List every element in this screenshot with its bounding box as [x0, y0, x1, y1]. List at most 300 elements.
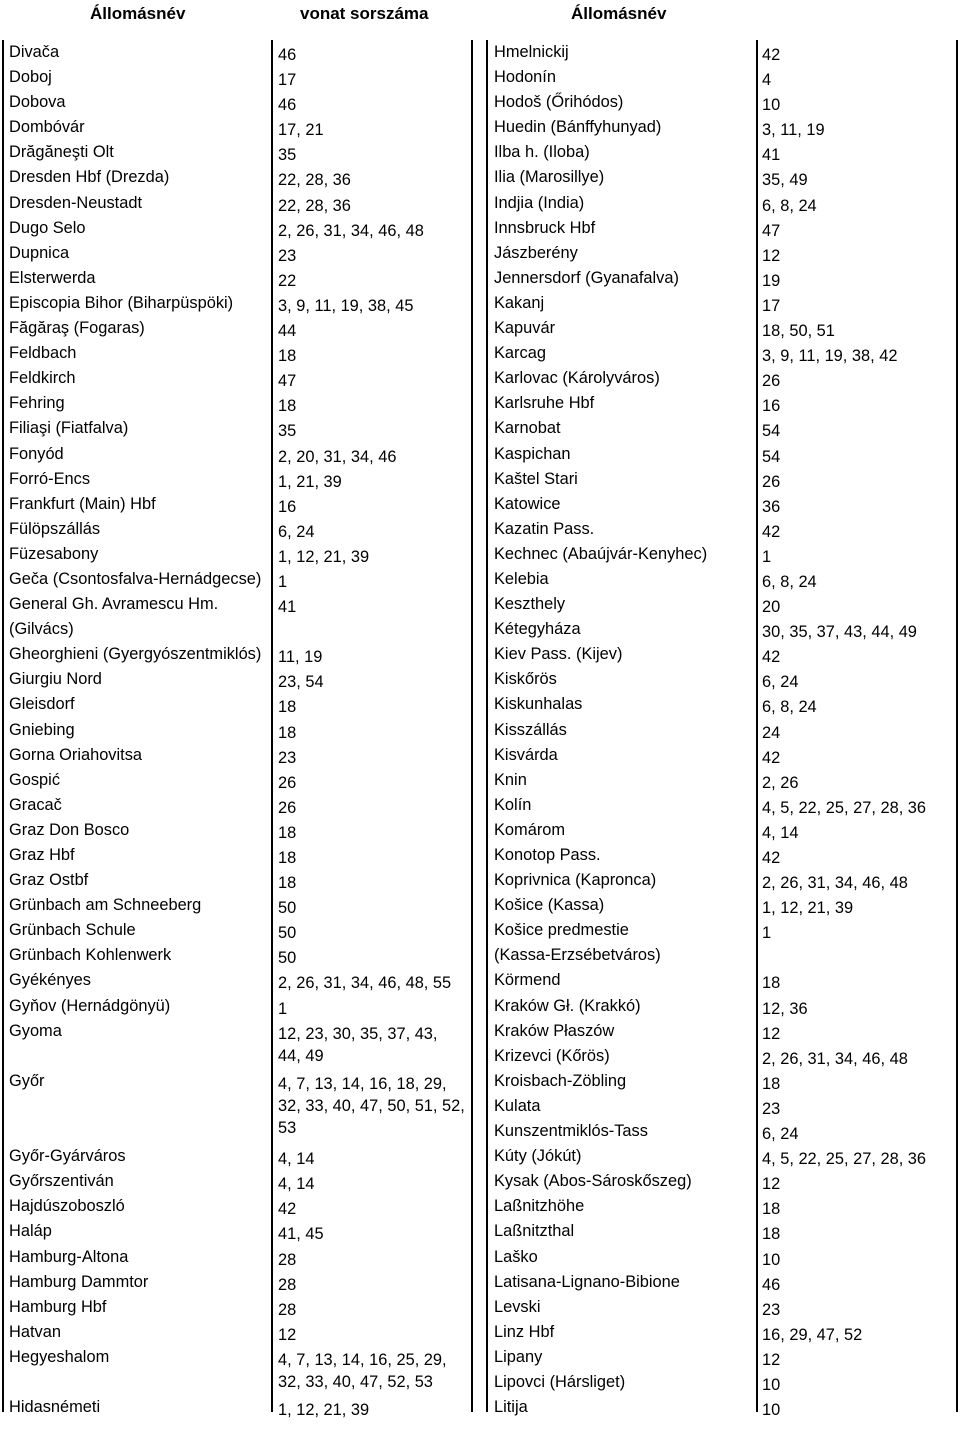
- station-row: [9, 416, 465, 441]
- station-row: [9, 968, 465, 993]
- train-numbers: 4, 5, 22, 25, 27, 28, 36: [762, 1150, 927, 1169]
- train-numbers: 41, 45: [278, 1225, 324, 1244]
- station-name: Hajdúszoboszló: [9, 1197, 125, 1216]
- train-numbers: 3, 11, 19: [762, 121, 825, 140]
- station-name: Kulata: [494, 1096, 541, 1115]
- station-name: Kroisbach-Zöbling: [494, 1071, 627, 1090]
- station-row: [9, 65, 465, 90]
- station-row: [9, 1295, 465, 1320]
- station-name: Latisana-Lignano-Bibione: [494, 1272, 680, 1291]
- station-name: Kelebia: [494, 569, 549, 588]
- station-name: Haláp: [9, 1222, 52, 1241]
- station-row: [9, 667, 465, 692]
- train-numbers: 28: [278, 1275, 297, 1294]
- station-row: [494, 442, 926, 467]
- train-numbers: 47: [762, 221, 781, 240]
- train-numbers: 18: [762, 974, 781, 993]
- train-numbers: 26: [278, 773, 297, 792]
- station-name: Graz Hbf: [9, 846, 75, 864]
- train-numbers: 36: [762, 497, 781, 516]
- train-numbers: 16, 29, 47, 52: [762, 1325, 863, 1344]
- station-row: [494, 743, 926, 768]
- station-row: [9, 40, 465, 65]
- left-station-table: [9, 40, 465, 1420]
- train-numbers: 2, 26: [762, 773, 799, 792]
- station-name: Karcag: [494, 344, 546, 363]
- train-numbers: 18: [278, 347, 297, 366]
- station-name: Lipovci (Hársliget): [494, 1372, 626, 1391]
- station-name: Karlsruhe Hbf: [494, 394, 595, 413]
- train-numbers: 18: [278, 698, 297, 717]
- station-name: Dombóvár: [9, 118, 85, 137]
- station-row: [494, 65, 926, 90]
- train-numbers: 18: [762, 1074, 781, 1093]
- train-numbers: 17: [762, 296, 781, 315]
- train-numbers: 46: [278, 96, 297, 115]
- train-numbers: 12, 23, 30, 35, 37, 43, 44, 49: [278, 1024, 438, 1065]
- station-row: [9, 743, 465, 768]
- station-name: Hodonín: [494, 68, 556, 87]
- station-row: [494, 567, 926, 592]
- station-row: [494, 1219, 926, 1244]
- train-numbers: 2, 26, 31, 34, 46, 48: [762, 1049, 908, 1068]
- station-name: Laško: [494, 1247, 538, 1266]
- train-numbers: 1, 12, 21, 39: [278, 1401, 370, 1420]
- station-row: [494, 416, 926, 441]
- train-numbers: 26: [762, 472, 781, 491]
- train-numbers: 6, 24: [278, 522, 315, 541]
- train-numbers: 6, 24: [762, 673, 799, 692]
- train-numbers: 28: [278, 1250, 297, 1269]
- train-numbers: 23: [762, 1300, 781, 1319]
- station-name: Gospić: [9, 770, 61, 789]
- station-name: Kraków Gł. (Krakkó): [494, 996, 641, 1015]
- train-numbers: 20: [762, 598, 781, 617]
- train-numbers: 54: [762, 447, 781, 466]
- train-numbers: 4, 14: [762, 823, 799, 842]
- train-numbers: 23: [762, 1099, 781, 1118]
- train-numbers: 18: [278, 849, 297, 867]
- station-name: Doboj: [9, 68, 52, 87]
- train-numbers: 26: [278, 798, 297, 817]
- station-row: [494, 1069, 926, 1094]
- station-name: Kisszállás: [494, 720, 567, 739]
- station-name: Katowice: [494, 494, 561, 513]
- station-row: [9, 216, 465, 241]
- train-numbers: 50: [278, 949, 297, 968]
- station-row: [9, 868, 465, 893]
- station-row: [494, 165, 926, 190]
- train-numbers: 24: [762, 723, 781, 742]
- station-name: Dresden Hbf (Drezda): [9, 168, 170, 187]
- column-divider: [2, 40, 4, 1412]
- station-row: [9, 1345, 465, 1395]
- station-row: [9, 442, 465, 467]
- station-name: Kraków Płaszów: [494, 1021, 615, 1040]
- station-row: [494, 191, 926, 216]
- station-row: [494, 467, 926, 492]
- station-name: Hidasnémeti: [9, 1398, 101, 1417]
- station-row: [494, 918, 926, 968]
- station-row: [494, 1370, 926, 1395]
- station-row: [9, 692, 465, 717]
- station-row: [9, 1019, 465, 1069]
- train-numbers: 10: [762, 1401, 781, 1420]
- header-station-name-left: Állomásnév: [90, 4, 186, 23]
- train-numbers: 12: [278, 1325, 297, 1344]
- station-name: Hamburg Hbf: [9, 1297, 107, 1316]
- station-name: Gracač: [9, 795, 62, 814]
- train-numbers: 11, 19: [278, 648, 323, 667]
- station-name: Dupnica: [9, 243, 70, 262]
- station-name: Hamburg Dammtor: [9, 1272, 149, 1291]
- station-row: [494, 492, 926, 517]
- station-row: [494, 316, 926, 341]
- column-divider: [471, 40, 473, 1412]
- train-numbers: 46: [762, 1275, 781, 1294]
- station-name: Frankfurt (Main) Hbf: [9, 494, 156, 513]
- train-numbers: 1: [762, 547, 772, 566]
- station-row: [9, 793, 465, 818]
- station-name: Divača: [9, 43, 60, 61]
- station-row: [9, 718, 465, 743]
- station-row: [494, 216, 926, 241]
- station-row: [494, 1295, 926, 1320]
- station-row: [494, 1144, 926, 1169]
- station-name: Graz Don Bosco: [9, 820, 130, 839]
- train-numbers: 1, 21, 39: [278, 472, 342, 491]
- station-row: [494, 1044, 926, 1069]
- train-numbers: 16: [762, 397, 781, 416]
- station-name: Hatvan: [9, 1322, 61, 1341]
- station-row: [9, 165, 465, 190]
- train-numbers: 42: [278, 1200, 297, 1219]
- station-row: [9, 1194, 465, 1219]
- station-row: [9, 1320, 465, 1345]
- train-numbers: 12, 36: [762, 999, 808, 1018]
- station-row: [494, 617, 926, 642]
- header-train-number: vonat sorszáma: [300, 4, 429, 23]
- station-row: [494, 793, 926, 818]
- station-name: Elsterwerda: [9, 268, 96, 287]
- train-numbers: 46: [278, 46, 297, 64]
- station-name: Gyékényes: [9, 971, 91, 990]
- station-name: Kakanj: [494, 293, 545, 312]
- station-row: [494, 642, 926, 667]
- station-name: Karnobat: [494, 419, 561, 438]
- train-numbers: 10: [762, 1250, 781, 1269]
- train-numbers: 1, 12, 21, 39: [762, 899, 854, 918]
- station-name: Konotop Pass.: [494, 846, 601, 864]
- station-row: [494, 366, 926, 391]
- station-row: [494, 968, 926, 993]
- train-numbers: 3, 9, 11, 19, 38, 45: [278, 296, 414, 315]
- station-row: [494, 868, 926, 893]
- train-numbers: 4, 7, 13, 14, 16, 25, 29, 32, 33, 40, 47, 52, 53: [278, 1350, 447, 1391]
- station-name: Kétegyháza: [494, 620, 581, 639]
- train-numbers: 2, 26, 31, 34, 46, 48: [278, 221, 424, 240]
- station-row: [9, 266, 465, 291]
- station-name: Episcopia Bihor (Biharpüspöki): [9, 293, 234, 312]
- station-row: [494, 40, 926, 65]
- station-row: [9, 642, 465, 667]
- station-name: Keszthely: [494, 595, 566, 614]
- train-numbers: 1: [278, 572, 288, 591]
- station-name: Ilia (Marosillye): [494, 168, 605, 187]
- station-name: Kysak (Abos-Sároskőszeg): [494, 1172, 692, 1191]
- train-numbers: 42: [762, 648, 781, 667]
- train-numbers: 6, 8, 24: [762, 572, 817, 591]
- train-numbers: 1: [278, 999, 288, 1018]
- station-name: Litija: [494, 1398, 528, 1417]
- station-name: Košice (Kassa): [494, 896, 605, 915]
- train-numbers: 22: [278, 271, 297, 290]
- station-row: [9, 843, 465, 868]
- station-row: [9, 341, 465, 366]
- train-numbers: 50: [278, 924, 297, 943]
- station-row: [494, 517, 926, 542]
- station-row: [494, 1395, 926, 1420]
- station-name: Füzesabony: [9, 544, 99, 563]
- train-numbers: 4, 7, 13, 14, 16, 18, 29, 32, 33, 40, 47, 50, 51, 52, 53: [278, 1074, 465, 1137]
- station-row: [494, 140, 926, 165]
- train-numbers: 30, 35, 37, 43, 44, 49: [762, 623, 917, 642]
- train-numbers: 1: [762, 924, 772, 943]
- station-row: [9, 366, 465, 391]
- station-name: Grünbach Schule: [9, 921, 136, 940]
- station-name: Kiskőrös: [494, 670, 557, 689]
- train-numbers: 23: [278, 748, 297, 767]
- station-name: Kúty (Jókút): [494, 1147, 582, 1166]
- station-row: [494, 542, 926, 567]
- station-row: [9, 818, 465, 843]
- right-station-table: [494, 40, 926, 1420]
- station-name: Gorna Oriahovitsa: [9, 745, 143, 764]
- train-numbers: 12: [762, 1024, 781, 1043]
- train-numbers: 18: [278, 397, 297, 416]
- station-name: Jászberény: [494, 243, 578, 262]
- station-row: [9, 918, 465, 943]
- train-numbers: 4, 14: [278, 1150, 315, 1169]
- station-row: [9, 567, 465, 592]
- station-name: Fehring: [9, 394, 65, 413]
- train-numbers: 18: [762, 1225, 781, 1244]
- station-row: [9, 241, 465, 266]
- station-name: Giurgiu Nord: [9, 670, 102, 689]
- train-numbers: 10: [762, 1375, 781, 1394]
- station-name: Indjia (India): [494, 193, 585, 212]
- station-name: Jennersdorf (Gyanafalva): [494, 268, 679, 287]
- station-row: [9, 943, 465, 968]
- station-name: Forró-Encs: [9, 469, 91, 488]
- train-numbers: 18: [278, 723, 297, 742]
- station-name: Innsbruck Hbf: [494, 218, 596, 237]
- station-name: Linz Hbf: [494, 1322, 555, 1341]
- station-name: Feldbach: [9, 344, 77, 363]
- train-numbers: 1, 12, 21, 39: [278, 547, 370, 566]
- station-name: Kisvárda: [494, 745, 558, 764]
- header-station-name-right: Állomásnév: [571, 4, 667, 23]
- train-numbers: 12: [762, 246, 781, 265]
- station-name: Krizevci (Kőrös): [494, 1046, 610, 1065]
- train-numbers: 2, 26, 31, 34, 46, 48, 55: [278, 974, 452, 993]
- station-name: Feldkirch: [9, 369, 76, 388]
- station-name: Fülöpszállás: [9, 519, 101, 538]
- train-numbers: 35: [278, 146, 297, 165]
- train-numbers: 54: [762, 422, 781, 441]
- station-name: Laßnitzthal: [494, 1222, 575, 1241]
- station-row: [9, 391, 465, 416]
- station-name: Laßnitzhöhe: [494, 1197, 585, 1216]
- station-row: [9, 517, 465, 542]
- station-row: [494, 994, 926, 1019]
- station-row: [494, 90, 926, 115]
- station-name: Grünbach am Schneeberg: [9, 896, 202, 915]
- column-divider: [486, 40, 488, 1412]
- station-row: [9, 768, 465, 793]
- station-name: Körmend: [494, 971, 561, 990]
- station-row: [494, 1019, 926, 1044]
- station-row: [494, 1320, 926, 1345]
- station-row: [494, 718, 926, 743]
- station-name: Făgăraş (Fogaras): [9, 319, 145, 338]
- station-row: [494, 1119, 926, 1144]
- station-name: Lipany: [494, 1347, 543, 1366]
- train-numbers: 6, 8, 24: [762, 196, 817, 215]
- train-numbers: 22, 28, 36: [278, 196, 351, 215]
- station-name: Levski: [494, 1297, 541, 1316]
- station-row: [9, 1169, 465, 1194]
- station-row: [9, 592, 465, 642]
- station-row: [494, 768, 926, 793]
- train-numbers: 28: [278, 1300, 297, 1319]
- station-name: Ilba h. (Iloba): [494, 143, 590, 162]
- station-row: [9, 994, 465, 1019]
- station-name: Knin: [494, 770, 527, 789]
- station-name: Dobova: [9, 93, 66, 112]
- station-name: Karlovac (Károlyváros): [494, 369, 660, 388]
- station-name: Drăgăneşti Olt: [9, 143, 114, 162]
- station-name: Gheorghieni (Gyergyószentmiklós): [9, 645, 262, 664]
- station-name: Graz Ostbf: [9, 871, 89, 890]
- train-numbers: 44: [278, 322, 297, 341]
- train-numbers: 12: [762, 1175, 781, 1194]
- station-name: Dresden-Neustadt: [9, 193, 143, 212]
- station-row: [9, 542, 465, 567]
- station-name: Dugo Selo: [9, 218, 86, 237]
- train-numbers: 47: [278, 372, 297, 391]
- station-row: [494, 1270, 926, 1295]
- train-numbers: 35: [278, 422, 297, 441]
- station-name: Kaštel Stari: [494, 469, 578, 488]
- train-numbers: 22, 28, 36: [278, 171, 351, 190]
- train-numbers: 2, 26, 31, 34, 46, 48: [762, 874, 908, 893]
- station-name: Fonyód: [9, 444, 64, 463]
- train-numbers: 4, 14: [278, 1175, 315, 1194]
- train-numbers: 42: [762, 522, 781, 541]
- train-numbers: 3, 9, 11, 19, 38, 42: [762, 347, 898, 366]
- train-numbers: 18: [278, 874, 297, 893]
- station-name: Kiev Pass. (Kijev): [494, 645, 623, 664]
- station-name: Huedin (Bánffyhunyad): [494, 118, 662, 137]
- train-numbers: 42: [762, 46, 781, 64]
- train-numbers: 6, 24: [762, 1125, 799, 1144]
- train-numbers: 50: [278, 899, 297, 918]
- station-row: [494, 341, 926, 366]
- station-row: [494, 391, 926, 416]
- station-row: [9, 90, 465, 115]
- station-name: Hodoš (Őrihódos): [494, 93, 624, 112]
- station-row: [9, 1245, 465, 1270]
- train-numbers: 35, 49: [762, 171, 808, 190]
- station-name: Gleisdorf: [9, 695, 75, 714]
- station-row: [494, 241, 926, 266]
- station-name: Grünbach Kohlenwerk: [9, 946, 172, 965]
- station-row: [494, 818, 926, 843]
- station-row: [494, 1345, 926, 1370]
- train-numbers: 4, 5, 22, 25, 27, 28, 36: [762, 798, 927, 817]
- station-row: [494, 592, 926, 617]
- station-name: Kazatin Pass.: [494, 519, 595, 538]
- station-row: [9, 191, 465, 216]
- station-row: [9, 1069, 465, 1144]
- train-numbers: 42: [762, 748, 781, 767]
- station-name: Kiskunhalas: [494, 695, 583, 714]
- train-numbers: 12: [762, 1350, 781, 1369]
- station-row: [9, 467, 465, 492]
- train-numbers: 18: [278, 823, 297, 842]
- station-row: [9, 291, 465, 316]
- station-row: [494, 843, 926, 868]
- station-row: [494, 1194, 926, 1219]
- station-name: Komárom: [494, 820, 566, 839]
- station-row: [9, 140, 465, 165]
- train-numbers: 19: [762, 271, 781, 290]
- train-numbers: 17: [278, 71, 297, 90]
- station-row: [494, 893, 926, 918]
- station-name: Hmelnickij: [494, 43, 569, 61]
- station-row: [494, 692, 926, 717]
- station-name: Kapuvár: [494, 319, 556, 338]
- station-name: General Gh. Avramescu Hm. (Gilvács): [9, 595, 219, 639]
- train-numbers: 2, 20, 31, 34, 46: [278, 447, 397, 466]
- station-name: Gyoma: [9, 1021, 62, 1040]
- station-name: Koprivnica (Kapronca): [494, 871, 657, 890]
- train-numbers: 4: [762, 71, 772, 90]
- train-numbers: 18: [762, 1200, 781, 1219]
- train-numbers: 6, 8, 24: [762, 698, 817, 717]
- station-name: Košice predmestie (Kassa-Erzsébetváros): [494, 921, 661, 965]
- station-name: Hegyeshalom: [9, 1347, 110, 1366]
- train-numbers: 23, 54: [278, 673, 324, 692]
- station-name: Kechnec (Abaújvár-Kenyhec): [494, 544, 708, 563]
- station-row: [494, 291, 926, 316]
- station-row: [9, 1270, 465, 1295]
- station-row: [9, 492, 465, 517]
- station-row: [9, 893, 465, 918]
- train-numbers: 26: [762, 372, 781, 391]
- station-row: [494, 1169, 926, 1194]
- train-numbers: 16: [278, 497, 297, 516]
- station-row: [494, 115, 926, 140]
- train-numbers: 10: [762, 96, 781, 115]
- station-row: [494, 1245, 926, 1270]
- column-divider: [956, 40, 958, 1412]
- station-row: [9, 1219, 465, 1244]
- station-row: [494, 667, 926, 692]
- station-row: [494, 266, 926, 291]
- station-name: Győrszentiván: [9, 1172, 114, 1191]
